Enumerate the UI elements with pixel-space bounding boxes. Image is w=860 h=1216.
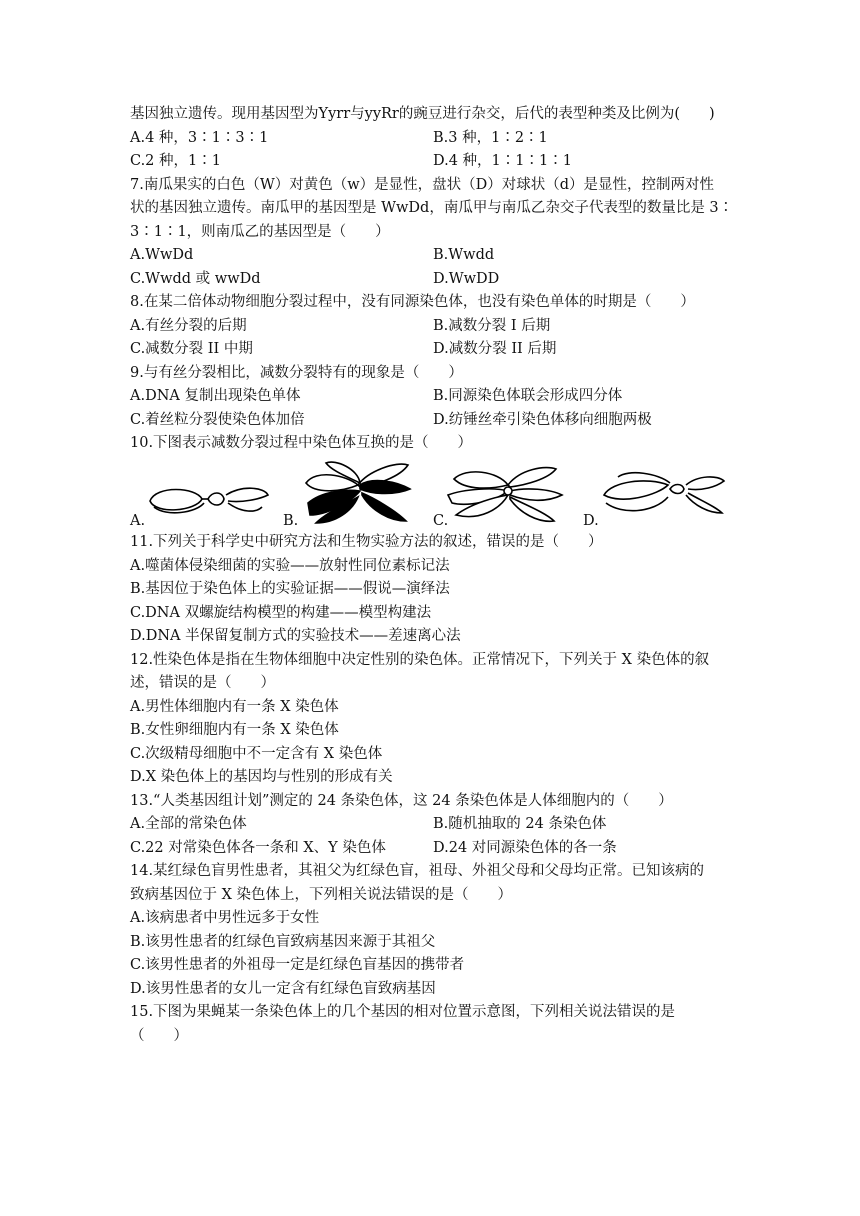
question-line: （ ） bbox=[130, 1027, 188, 1044]
question-line: C.该男性患者的外祖母一定是红绿色盲基因的携带者 bbox=[130, 957, 465, 973]
chromosome-a-icon bbox=[146, 477, 276, 527]
answer-option: B.同源染色体联会形成四分体 bbox=[433, 388, 623, 404]
chromosome-b-icon bbox=[296, 455, 416, 530]
question-line: 14.某红绿色盲男性患者，其祖父为红绿色盲，祖母、外祖父母和父母均正常。已知该病的 bbox=[130, 863, 705, 879]
chromosome-d-icon bbox=[598, 467, 728, 527]
answer-option: C.22 对常染色体各一条和 X、Y 染色体 bbox=[130, 839, 386, 856]
answer-option: B.减数分裂 I 后期 bbox=[433, 317, 551, 334]
question-line: D.该男性患者的女儿一定含有红绿色盲致病基因 bbox=[130, 980, 436, 997]
question-line: 8.在某二倍体动物细胞分裂过程中，没有同源染色体，也没有染色单体的时期是（ ） bbox=[130, 294, 695, 310]
chromosome-figure bbox=[128, 455, 728, 530]
question-line: C.次级精母细胞中不一定含有 X 染色体 bbox=[130, 745, 383, 762]
question-line: 11.下列关于科学史中研究方法和生物实验方法的叙述，错误的是（ ） bbox=[130, 534, 603, 550]
question-line: D.X 染色体上的基因均与性别的形成有关 bbox=[130, 769, 393, 785]
option-a-label: A. bbox=[130, 513, 146, 529]
question-line: B.该男性患者的红绿色盲致病基因来源于其祖父 bbox=[130, 933, 436, 950]
question-line: A.该病患者中男性远多于女性 bbox=[130, 910, 320, 926]
question-line: D.DNA 半保留复制方式的实验技术——差速离心法 bbox=[130, 628, 461, 644]
question-line: A.男性体细胞内有一条 X 染色体 bbox=[130, 698, 339, 715]
option-b-label: B. bbox=[283, 513, 299, 529]
answer-option: B.Wwdd bbox=[433, 247, 495, 263]
question-line: 述，错误的是（ ） bbox=[130, 675, 275, 691]
question-line: A.噬菌体侵染细菌的实验——放射性同位素标记法 bbox=[130, 557, 450, 574]
option-c-label: C. bbox=[433, 513, 449, 529]
question-line: 9.与有丝分裂相比，减数分裂特有的现象是（ ） bbox=[130, 364, 463, 381]
answer-option: D.纺锤丝牵引染色体移向细胞两极 bbox=[433, 411, 652, 428]
question-line: 13.“人类基因组计划”测定的 24 条染色体，这 24 条染色体是人体细胞内的（ ） bbox=[130, 792, 673, 809]
answer-option: C.Wwdd 或 wwDd bbox=[130, 270, 261, 287]
question-line: 状的基因独立遗传。南瓜甲的基因型是 WwDd，南瓜甲与南瓜乙杂交子代表型的数量比是 3∶ bbox=[130, 200, 734, 216]
answer-option: A.DNA 复制出现染色单体 bbox=[130, 388, 301, 404]
answer-option: A.有丝分裂的后期 bbox=[130, 317, 247, 334]
answer-option: D.24 对同源染色体的各一条 bbox=[433, 839, 617, 856]
question-line: B.基因位于染色体上的实验证据——假说—演绎法 bbox=[130, 581, 450, 597]
chromosome-c-icon bbox=[446, 461, 566, 527]
answer-option: B.随机抽取的 24 条染色体 bbox=[433, 816, 607, 832]
answer-option: C.着丝粒分裂使染色体加倍 bbox=[130, 411, 305, 428]
question-line: 致病基因位于 X 染色体上，下列相关说法错误的是（ ） bbox=[130, 886, 513, 903]
question-line: 3∶1∶1，则南瓜乙的基因型是（ ） bbox=[130, 223, 390, 240]
answer-option: A.WwDd bbox=[130, 247, 194, 263]
question-line: 15.下图为果蝇某一条染色体上的几个基因的相对位置示意图，下列相关说法错误的是 bbox=[130, 1004, 676, 1020]
answer-option: A.全部的常染色体 bbox=[130, 816, 247, 832]
answer-option: A.4 种，3∶1∶3∶1 bbox=[130, 129, 269, 146]
answer-option: B.3 种，1∶2∶1 bbox=[433, 129, 548, 146]
question-line: C.DNA 双螺旋结构模型的构建——模型构建法 bbox=[130, 604, 432, 621]
answer-option: D.4 种，1∶1∶1∶1 bbox=[433, 153, 572, 169]
answer-option: D.WwDD bbox=[433, 270, 500, 287]
question-line: 10.下图表示减数分裂过程中染色体互换的是（ ） bbox=[130, 435, 473, 451]
answer-option: D.减数分裂 II 后期 bbox=[433, 341, 557, 357]
answer-option: C.2 种，1∶1 bbox=[130, 153, 221, 169]
question-line: 基因独立遗传。现用基因型为Yyrr与yyRr的豌豆进行杂交，后代的表型种类及比例为( ) bbox=[130, 106, 715, 122]
answer-option: C.减数分裂 II 中期 bbox=[130, 341, 253, 357]
question-line: B.女性卵细胞内有一条 X 染色体 bbox=[130, 722, 339, 738]
question-line: 7.南瓜果实的白色（W）对黄色（w）是显性，盘状（D）对球状（d）是显性，控制两对性 bbox=[130, 176, 715, 193]
option-d-label: D. bbox=[583, 513, 599, 529]
question-line: 12.性染色体是指在生物体细胞中决定性别的染色体。正常情况下，下列关于 X 染色体的叙 bbox=[130, 651, 710, 668]
